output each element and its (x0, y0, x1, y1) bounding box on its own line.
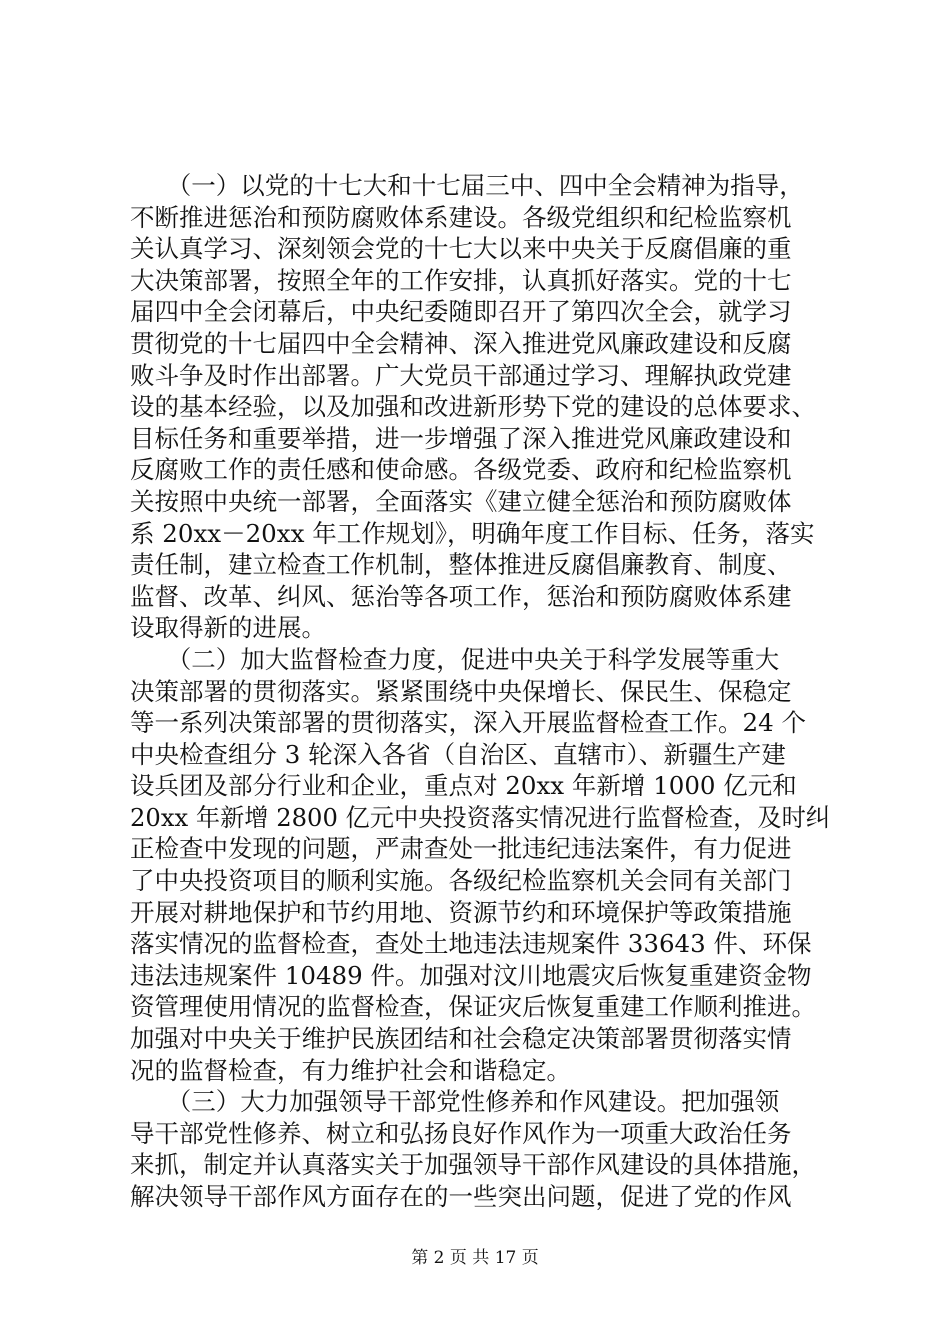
text-line: 导干部党性修养、树立和弘扬良好作风作为一项重大政治任务 (130, 1118, 792, 1148)
text-line: 大决策部署，按照全年的工作安排，认真抓好落实。党的十七 (130, 265, 792, 295)
text-line: 解决领导干部作风方面存在的一些突出问题，促进了党的作风 (130, 1182, 792, 1211)
text-line: 败斗争及时作出部署。广大党员干部通过学习、理解执政党建 (130, 360, 792, 390)
page-footer: 第 2 页 共 17 页 (411, 1248, 539, 1268)
text-line: 关按照中央统一部署，全面落实《建立健全惩治和预防腐败体 (130, 486, 792, 516)
text-line: 况的监督检查，有力维护社会和谐稳定。 (130, 1055, 571, 1085)
text-line: 正检查中发现的问题，严肃查处一批违纪违法案件，有力促进 (130, 834, 792, 864)
text-line: 资管理使用情况的监督检查，保证灾后恢复重建工作顺利推进。 (130, 992, 816, 1022)
text-line: 设取得新的进展。 (130, 613, 326, 643)
text-line: 系 20xx－20xx 年工作规划》，明确年度工作目标、任务，落实 (130, 518, 815, 548)
text-line: 了中央投资项目的顺利实施。各级纪检监察机关会同有关部门 (130, 866, 792, 896)
text-line: 监督、改革、纠风、惩治等各项工作，惩治和预防腐败体系建 (130, 581, 792, 611)
text-line: 不断推进惩治和预防腐败体系建设。各级党组织和纪检监察机 (130, 202, 792, 232)
text-line: 决策部署的贯彻落实。紧紧围绕中央保增长、保民生、保稳定 (130, 676, 792, 706)
document-body (130, 170, 830, 1213)
text-line: 关认真学习、深刻领会党的十七大以来中央关于反腐倡廉的重 (130, 234, 792, 264)
text-line: 目标任务和重要举措，进一步增强了深入推进党风廉政建设和 (130, 423, 792, 453)
text-line: 中央检查组分 3 轮深入各省（自治区、直辖市）、新疆生产建 (130, 739, 786, 769)
text-line: 设兵团及部分行业和企业，重点对 20xx 年新增 1000 亿元和 (130, 771, 797, 801)
text-line: 责任制，建立检查工作机制，整体推进反腐倡廉教育、制度、 (130, 550, 792, 580)
text-line: 20xx 年新增 2800 亿元中央投资落实情况进行监督检查，及时纠 (130, 802, 831, 832)
text-line: （一）以党的十七大和十七届三中、四中全会精神为指导， (130, 171, 804, 200)
text-line: 开展对耕地保护和节约用地、资源节约和环境保护等政策措施 (130, 897, 792, 927)
text-line: 届四中全会闭幕后，中央纪委随即召开了第四次全会，就学习 (130, 297, 792, 327)
text-line: 贯彻党的十七届四中全会精神、深入推进党风廉政建设和反腐 (130, 328, 792, 358)
text-line: 来抓，制定并认真落实关于加强领导干部作风建设的具体措施， (130, 1150, 816, 1180)
text-line: （二）加大监督检查力度，促进中央关于科学发展等重大 (130, 644, 780, 674)
text-line: 落实情况的监督检查，查处土地违法违规案件 33643 件、环保 (130, 929, 812, 959)
text-line: 加强对中央关于维护民族团结和社会稳定决策部署贯彻落实情 (130, 1024, 792, 1054)
text-line: 违法违规案件 10489 件。加强对汶川地震灾后恢复重建资金物 (130, 960, 812, 990)
text-line: 等一系列决策部署的贯彻落实，深入开展监督检查工作。24 个 (130, 708, 806, 738)
text-line: 反腐败工作的责任感和使命感。各级党委、政府和纪检监察机 (130, 455, 792, 485)
text-line: 设的基本经验，以及加强和改进新形势下党的建设的总体要求、 (130, 392, 816, 422)
text-line: （三）大力加强领导干部党性修养和作风建设。把加强领 (130, 1087, 780, 1117)
